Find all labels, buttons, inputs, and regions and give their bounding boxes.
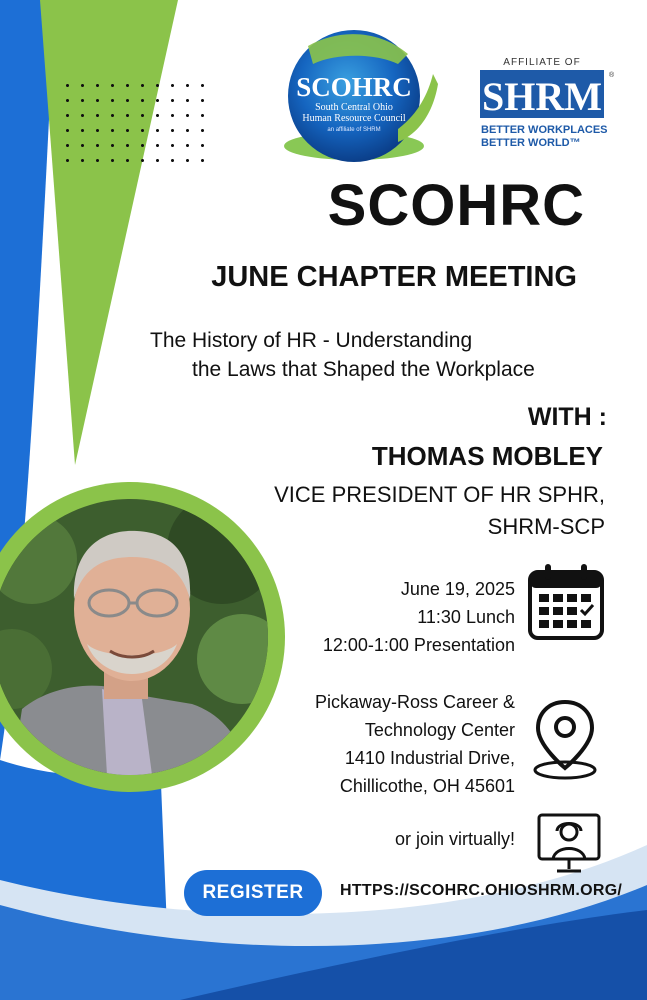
meeting-subtitle: JUNE CHAPTER MEETING — [211, 261, 577, 293]
shrm-logo — [478, 55, 618, 153]
svg-text:SHRM: SHRM — [482, 74, 602, 119]
speaker-title — [225, 479, 605, 543]
scohrc-logo-name: SCOHRC — [296, 72, 412, 102]
speaker-title-line-1: VICE PRESIDENT OF HR SPHR, — [274, 482, 605, 507]
svg-text:BETTER WORKPLACES: BETTER WORKPLACES — [481, 124, 608, 136]
venue-line-2: Technology Center — [364, 720, 515, 740]
speaker-title-line-2: SHRM-SCP — [487, 514, 605, 539]
page-title: SCOHRC — [327, 173, 585, 238]
register-url-link[interactable]: HTTPS://SCOHRC.OHIOSHRM.ORG/ — [340, 882, 623, 899]
location-pin-icon — [530, 698, 600, 782]
virtual-note: or join virtually! — [394, 829, 515, 849]
topic-line-1: The History of HR - Understanding — [150, 329, 473, 352]
event-details — [323, 575, 515, 659]
scohrc-logo — [268, 24, 440, 170]
event-presentation: 12:00-1:00 Presentation — [322, 635, 515, 655]
speaker-name: THOMAS MOBLEY — [371, 441, 603, 471]
svg-text:South Central Ohio: South Central Ohio — [315, 102, 393, 113]
topic-line-2: the Laws that Shaped the Workplace — [192, 358, 535, 381]
virtual-meeting-icon — [533, 805, 605, 877]
venue-line-1: Pickaway-Ross Career & — [314, 692, 515, 712]
svg-text:Human Resource Council: Human Resource Council — [302, 113, 406, 124]
svg-text:BETTER WORLD™: BETTER WORLD™ — [481, 137, 581, 149]
with-label: WITH : — [527, 403, 607, 431]
speaker-photo — [0, 499, 268, 775]
calendar-icon — [527, 562, 605, 642]
svg-text:an affiliate of SHRM: an affiliate of SHRM — [327, 127, 381, 133]
topic — [150, 326, 590, 384]
event-lunch: 11:30 Lunch — [417, 607, 515, 627]
venue-line-4: Chillicothe, OH 45601 — [339, 776, 515, 796]
dot-pattern — [60, 78, 210, 168]
venue-line-3: 1410 Industrial Drive, — [344, 748, 515, 768]
svg-text:®: ® — [609, 72, 615, 79]
venue-details — [315, 688, 515, 800]
svg-text:AFFILIATE OF: AFFILIATE OF — [503, 57, 581, 68]
register-button[interactable]: REGISTER — [184, 870, 322, 916]
event-date: June 19, 2025 — [400, 579, 515, 599]
